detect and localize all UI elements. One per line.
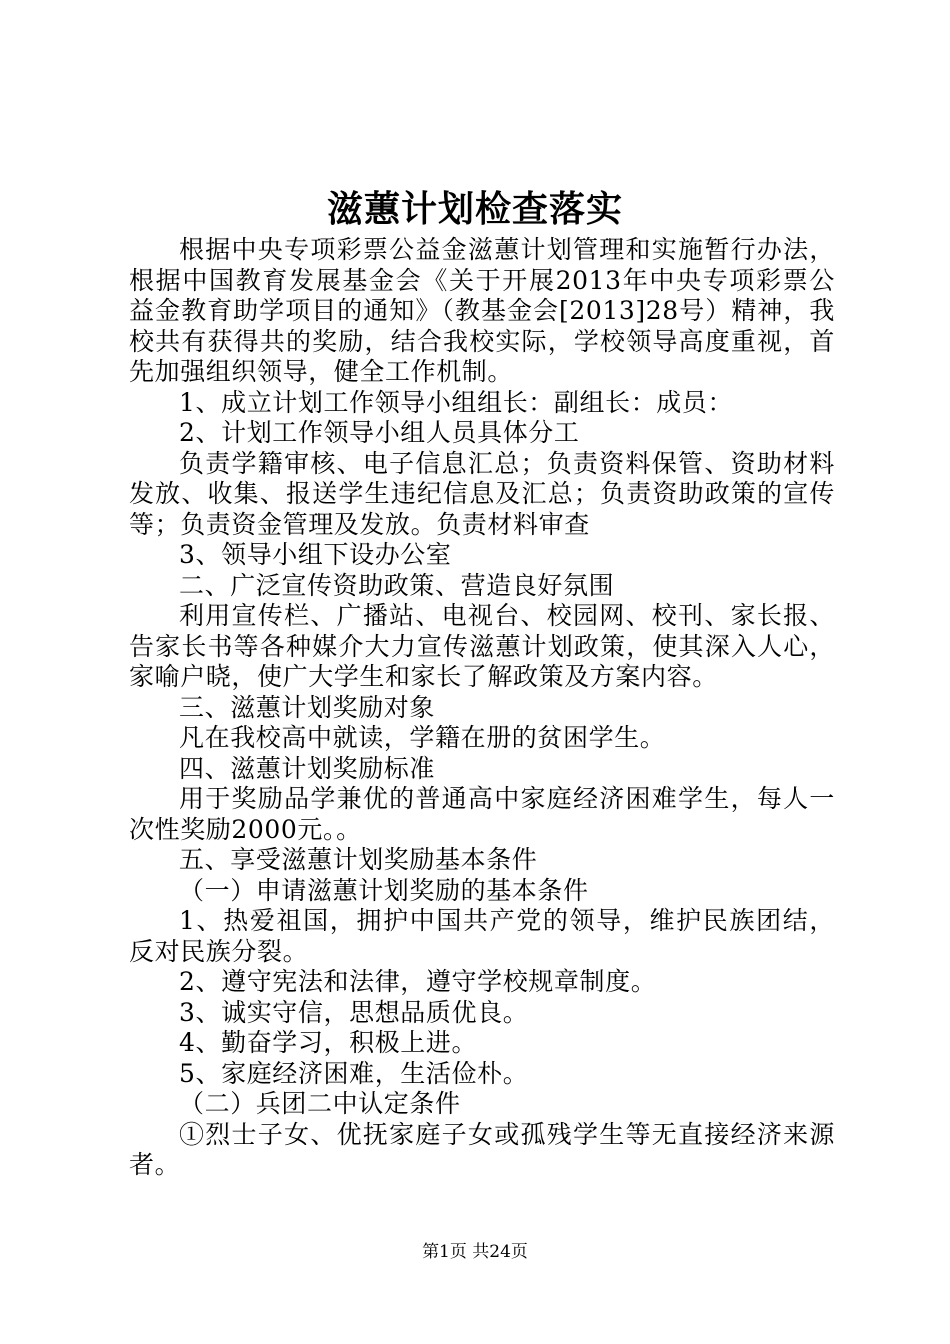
subsection-heading: （二）兵团二中认定条件: [179, 1089, 461, 1118]
document-body: [129, 235, 835, 1181]
paragraph: 凡在我校高中就读，学籍在册的贫困学生。: [179, 723, 666, 752]
list-item: ①烈士子女、优抚家庭子女或孤残学生等无直接经济来源者。: [129, 1119, 835, 1179]
section-heading: 二、广泛宣传资助政策、营造良好氛围: [179, 570, 615, 600]
list-item: 2、遵守宪法和法律，遵守学校规章制度。: [179, 967, 657, 996]
list-item: 1、热爱祖国，拥护中国共产党的领导，维护民族团结，反对民族分裂。: [129, 906, 835, 966]
page-number-footer: 第1页 共24页: [422, 1242, 528, 1262]
paragraph: 2、计划工作领导小组人员具体分工: [179, 418, 580, 447]
list-item: 4、勤奋学习，积极上进。: [179, 1028, 478, 1057]
list-item: 5、家庭经济困难，生活俭朴。: [179, 1058, 529, 1088]
paragraph: 利用宣传栏、广播站、电视台、校园网、校刊、家长报、告家长书等各种媒介大力宣传滋蕙计划政策，使其深入人心，家喻户晓，使广大学生和家长了解政策及方案内容。: [129, 601, 835, 691]
section-heading: 三、滋蕙计划奖励对象: [179, 692, 436, 722]
subsection-heading: （一）申请滋蕙计划奖励的基本条件: [179, 875, 589, 905]
paragraph: 1、成立计划工作领导小组组长：副组长：成员：: [179, 387, 734, 417]
paragraph: 用于奖励品学兼优的普通高中家庭经济困难学生，每人一次性奖励2000元。。: [129, 784, 835, 844]
paragraph: 负责学籍审核、电子信息汇总；负责资料保管、资助材料发放、收集、报送学生违纪信息及汇总；负责资助政策的宣传等；负责资金管理及发放。负责材料审查: [129, 448, 835, 539]
section-heading: 五、享受滋蕙计划奖励基本条件: [179, 845, 538, 874]
paragraph: 根据中央专项彩票公益金滋蕙计划管理和实施暂行办法，根据中国教育发展基金会《关于开展2013年中央专项彩票公益金教育助学项目的通知》（教基金会[2013]28号）精神，我校共有获得共的奖励，结合我校实际，学校领导高度重视，首先加强组织领导，健全工作机制。: [129, 235, 835, 386]
paragraph: 3、领导小组下设办公室: [179, 540, 452, 569]
document-title: 滋蕙计划检查落实: [326, 188, 623, 230]
section-heading: 四、滋蕙计划奖励标准: [179, 753, 436, 783]
list-item: 3、诚实守信，思想品质优良。: [179, 997, 529, 1027]
